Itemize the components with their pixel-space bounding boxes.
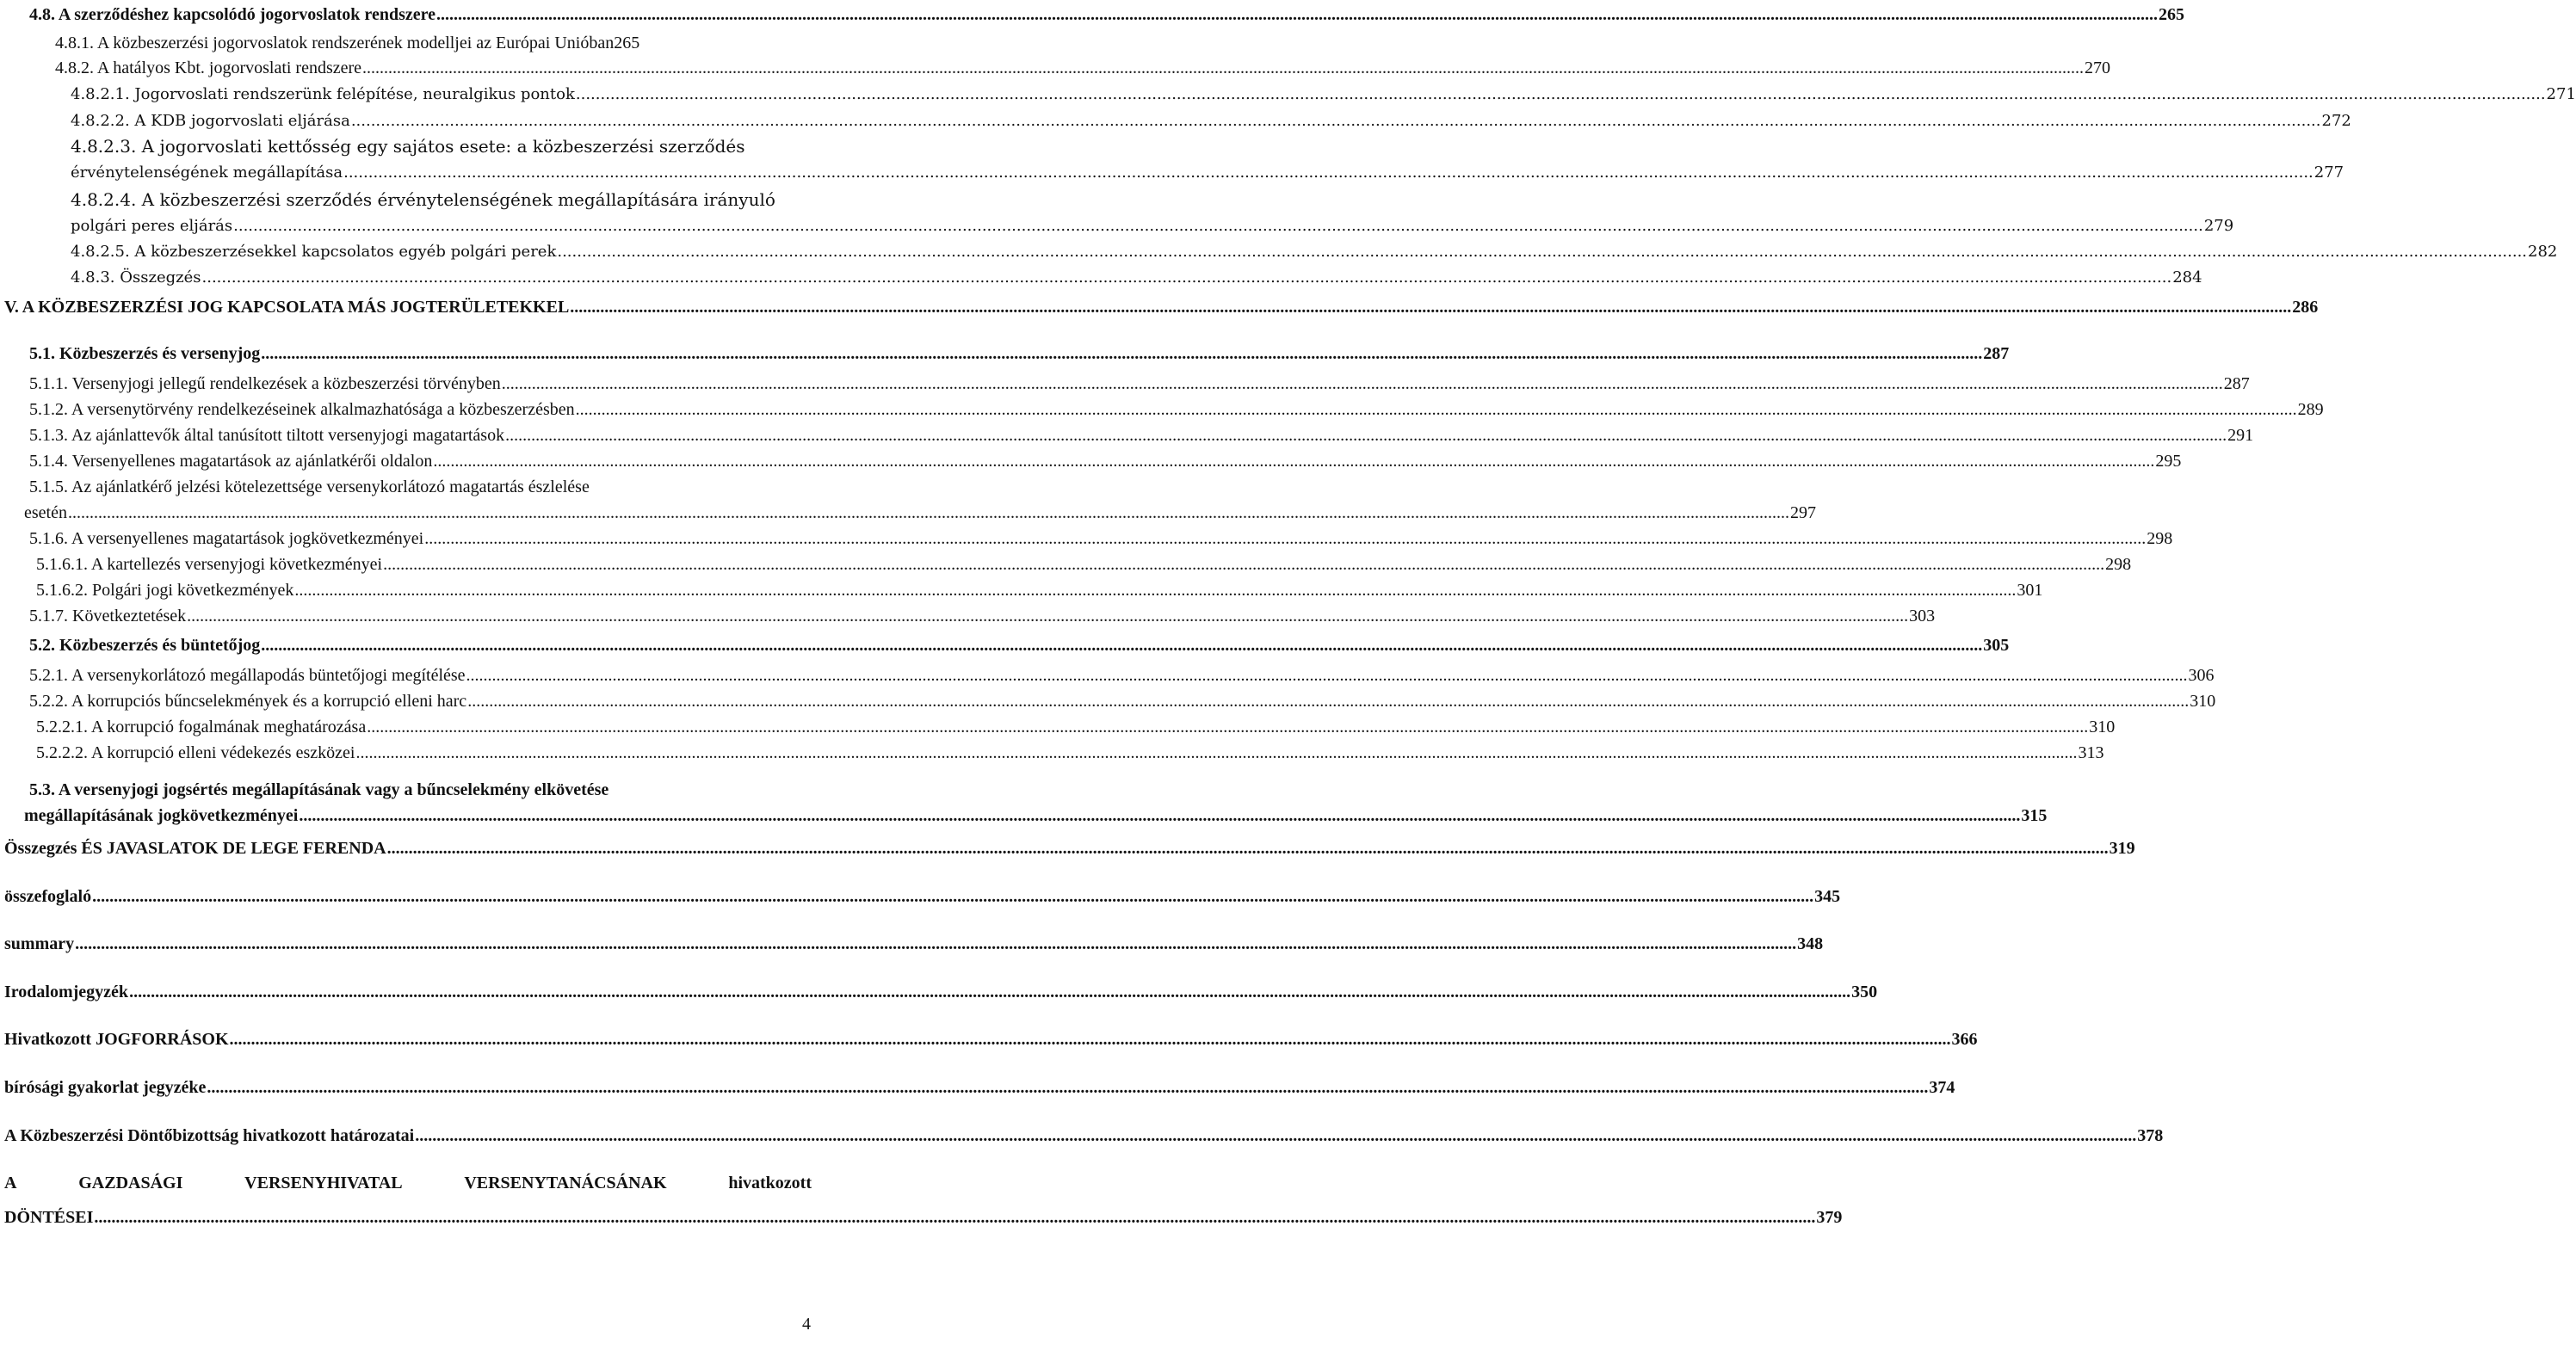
toc-dot-leader: ................................................................................................................................................................................................................................................................................................................................................................................................................ bbox=[436, 5, 2159, 24]
toc-dot-leader: ................................................................................................................................................................................................................................................................................................................................................................................................................ bbox=[501, 374, 2223, 393]
toc-entry-page: 298 bbox=[2147, 529, 2173, 548]
toc-dot-leader: ................................................................................................................................................................................................................................................................................................................................................................................................................ bbox=[433, 452, 2155, 471]
toc-entry[interactable] bbox=[29, 343, 2010, 365]
toc-entry-title: Összegzés ÉS JAVASLATOK DE LEGE FERENDA bbox=[4, 839, 386, 858]
toc-entry-title: 5.1.7. Következtetések bbox=[29, 607, 187, 625]
toc-dot-leader: ................................................................................................................................................................................................................................................................................................................................................................................................................ bbox=[350, 112, 2321, 130]
toc-entry-page: 319 bbox=[2109, 839, 2135, 858]
toc-dot-leader: ................................................................................................................................................................................................................................................................................................................................................................................................................ bbox=[386, 839, 2109, 858]
toc-entry-page: 379 bbox=[1816, 1208, 1843, 1227]
toc-word: VERSENYTANÁCSÁNAK bbox=[464, 1174, 667, 1192]
toc-entry-page: 305 bbox=[1983, 636, 2010, 655]
toc-dot-leader: ................................................................................................................................................................................................................................................................................................................................................................................................................ bbox=[362, 59, 2085, 77]
toc-dot-leader: ................................................................................................................................................................................................................................................................................................................................................................................................................ bbox=[294, 581, 2017, 600]
toc-entry[interactable] bbox=[36, 554, 2132, 576]
toc-entry-page: 291 bbox=[2227, 426, 2254, 445]
toc-entry[interactable] bbox=[4, 838, 2135, 860]
toc-entry-page: 378 bbox=[2137, 1126, 2164, 1145]
toc-entry[interactable] bbox=[36, 580, 2043, 601]
toc-dot-leader: ................................................................................................................................................................................................................................................................................................................................................................................................................ bbox=[367, 718, 2089, 736]
toc-entry[interactable] bbox=[71, 162, 2344, 183]
toc-entry[interactable] bbox=[29, 691, 2216, 712]
toc-entry[interactable] bbox=[4, 1029, 1978, 1051]
toc-entry[interactable] bbox=[4, 934, 1824, 955]
toc-entry-page: 297 bbox=[1789, 503, 1816, 522]
toc-entry[interactable] bbox=[55, 58, 2111, 79]
toc-entry-title: 5.2.2.1. A korrupció fogalmának meghatározása bbox=[36, 718, 367, 736]
toc-entry[interactable] bbox=[29, 451, 2182, 472]
toc-entry-page: 295 bbox=[2155, 452, 2182, 471]
toc-dot-leader: ................................................................................................................................................................................................................................................................................................................................................................................................................ bbox=[129, 983, 1851, 1001]
toc-entry-title: 4.8. A szerződéshez kapcsolódó jogorvoslatok rendszere bbox=[29, 5, 436, 24]
toc-entry-first-line: 4.8.2.3. A jogorvoslati kettősség egy sajátos esete: a közbeszerzési szerződés bbox=[71, 136, 745, 157]
toc-entry-title: 5.2.2.2. A korrupció elleni védekezés eszközei bbox=[36, 743, 355, 762]
toc-entry-page: 279 bbox=[2203, 217, 2234, 235]
toc-entry-first-line: 5.1.5. Az ajánlatkérő jelzési kötelezettsége versenykorlátozó magatartás észlelése bbox=[29, 478, 590, 496]
toc-entry-title: érvénytelenségének megállapítása bbox=[71, 163, 343, 182]
toc-dot-leader: ................................................................................................................................................................................................................................................................................................................................................................................................................ bbox=[261, 344, 1983, 363]
toc-entry[interactable] bbox=[29, 425, 2254, 447]
toc-entry-first-line: 4.8.2.4. A közbeszerzési szerződés érvénytelenségének megállapítására irányuló bbox=[71, 189, 775, 210]
toc-entry[interactable] bbox=[4, 1077, 1955, 1099]
toc-entry-title: 4.8.2.1. Jogorvoslati rendszerünk felépítése, neuralgikus pontok bbox=[71, 85, 575, 103]
toc-entry[interactable] bbox=[29, 4, 2185, 26]
toc-entry[interactable] bbox=[71, 83, 2576, 105]
toc-entry-page: 287 bbox=[1983, 344, 2010, 363]
toc-dot-leader: ................................................................................................................................................................................................................................................................................................................................................................................................................ bbox=[207, 1078, 1929, 1097]
toc-entry-page: 366 bbox=[1951, 1030, 1978, 1049]
toc-entry-title: esetén bbox=[24, 503, 67, 522]
toc-entry-title: 5.1.1. Versenyjogi jellegű rendelkezések a közbeszerzési törvényben bbox=[29, 374, 501, 393]
toc-entry-title: 4.8.2.5. A közbeszerzésekkel kapcsolatos egyéb polgári perek bbox=[71, 243, 557, 261]
toc-entry-page: 265 bbox=[2159, 5, 2185, 24]
toc-entry[interactable] bbox=[29, 528, 2173, 550]
toc-entry-title: 5.1.6.2. Polgári jogi következmények bbox=[36, 581, 294, 600]
toc-entry-title: 5.1.2. A versenytörvény rendelkezéseinek alkalmazhatósága a közbeszerzésben bbox=[29, 400, 575, 419]
toc-entry-title: Irodalomjegyzék bbox=[4, 983, 129, 1001]
toc-entry-title: 5.2.2. A korrupciós bűncselekmények és a korrupció elleni harc bbox=[29, 692, 467, 711]
toc-entry-title: summary bbox=[4, 934, 75, 953]
toc-word: GAZDASÁGI bbox=[78, 1174, 183, 1192]
toc-entry[interactable] bbox=[29, 606, 1936, 627]
page-number: 4 bbox=[802, 1315, 811, 1334]
toc-entry-title: 4.8.1. A közbeszerzési jogorvoslatok rendszerének modelljei az Európai Unióban bbox=[55, 34, 615, 52]
toc-dot-leader: ................................................................................................................................................................................................................................................................................................................................................................................................................ bbox=[415, 1126, 2137, 1145]
toc-entry-title: 4.8.2. A hatályos Kbt. jogorvoslati rendszere bbox=[55, 59, 362, 77]
toc-entry-title: 5.2.1. A versenykorlátozó megállapodás büntetőjogi megítélése bbox=[29, 666, 466, 685]
toc-entry-title: V. A KÖZBESZERZÉSI JOG KAPCSOLATA MÁS JOGTERÜLETEKKEL bbox=[4, 298, 570, 317]
toc-dot-leader: ................................................................................................................................................................................................................................................................................................................................................................................................................ bbox=[557, 243, 2528, 261]
toc-dot-leader: ................................................................................................................................................................................................................................................................................................................................................................................................................ bbox=[75, 934, 1797, 953]
toc-entry-page: 303 bbox=[1909, 607, 1936, 625]
toc-dot-leader: ................................................................................................................................................................................................................................................................................................................................................................................................................ bbox=[261, 636, 1983, 655]
toc-entry-title: DÖNTÉSEI bbox=[4, 1208, 94, 1227]
toc-entry-first-line bbox=[4, 1173, 812, 1194]
toc-entry-title: összefoglaló bbox=[4, 887, 92, 906]
toc-dot-leader: ................................................................................................................................................................................................................................................................................................................................................................................................................ bbox=[67, 503, 1789, 522]
toc-entry-page: 350 bbox=[1851, 983, 1878, 1001]
toc-entry[interactable] bbox=[71, 215, 2234, 237]
toc-dot-leader: ................................................................................................................................................................................................................................................................................................................................................................................................................ bbox=[92, 887, 1814, 906]
toc-entry-page: 315 bbox=[2021, 806, 2048, 825]
toc-entry[interactable] bbox=[29, 665, 2215, 687]
toc-dot-leader: ................................................................................................................................................................................................................................................................................................................................................................................................................ bbox=[424, 529, 2147, 548]
toc-entry-title: 5.2. Közbeszerzés és büntetőjog bbox=[29, 636, 261, 655]
toc-word: A bbox=[4, 1174, 17, 1192]
toc-dot-leader: ................................................................................................................................................................................................................................................................................................................................................................................................................ bbox=[299, 806, 2021, 825]
toc-dot-leader: ................................................................................................................................................................................................................................................................................................................................................................................................................ bbox=[575, 85, 2546, 103]
toc-entry-page: 270 bbox=[2085, 59, 2111, 77]
toc-entry-page: 289 bbox=[2297, 400, 2324, 419]
toc-entry[interactable] bbox=[55, 33, 812, 54]
toc-entry[interactable] bbox=[29, 635, 2010, 656]
toc-entry-page: 301 bbox=[2017, 581, 2043, 600]
toc-dot-leader: ................................................................................................................................................................................................................................................................................................................................................................................................................ bbox=[233, 217, 2203, 235]
toc-entry-title: 4.8.2.2. A KDB jogorvoslati eljárása bbox=[71, 112, 350, 130]
toc-entry-title: polgári peres eljárás bbox=[71, 217, 233, 235]
toc-entry-title: 5.1. Közbeszerzés és versenyjog bbox=[29, 344, 261, 363]
toc-entry[interactable] bbox=[4, 297, 2319, 318]
toc-entry-page: 284 bbox=[2172, 268, 2202, 287]
toc-entry-page: 272 bbox=[2321, 112, 2351, 130]
toc-entry[interactable] bbox=[4, 886, 1841, 908]
toc-entry[interactable] bbox=[71, 241, 2558, 262]
toc-entry-title: 4.8.3. Összegzés bbox=[71, 268, 201, 287]
toc-entry-page: 374 bbox=[1929, 1078, 1955, 1097]
toc-entry[interactable] bbox=[71, 267, 2202, 288]
toc-dot-leader: ................................................................................................................................................................................................................................................................................................................................................................................................................ bbox=[355, 743, 2078, 762]
toc-dot-leader: ................................................................................................................................................................................................................................................................................................................................................................................................................ bbox=[94, 1208, 1816, 1227]
toc-dot-leader: ................................................................................................................................................................................................................................................................................................................................................................................................................ bbox=[383, 555, 2105, 574]
toc-entry[interactable] bbox=[36, 717, 2116, 738]
toc-dot-leader: ................................................................................................................................................................................................................................................................................................................................................................................................................ bbox=[570, 298, 2292, 317]
toc-entry-title: bírósági gyakorlat jegyzéke bbox=[4, 1078, 207, 1097]
toc-entry-page: 345 bbox=[1814, 887, 1841, 906]
toc-entry-page: 265 bbox=[614, 34, 640, 52]
toc-entry-title: A Közbeszerzési Döntőbizottság hivatkozott határozatai bbox=[4, 1126, 415, 1145]
toc-entry-page: 313 bbox=[2078, 743, 2104, 762]
toc-entry-page: 306 bbox=[2188, 666, 2215, 685]
toc-entry[interactable] bbox=[29, 399, 2324, 421]
toc-entry-title: 5.1.6.1. A kartellezés versenyjogi következményei bbox=[36, 555, 383, 574]
toc-word: VERSENYHIVATAL bbox=[244, 1174, 403, 1192]
toc-entry-title: 5.1.4. Versenyellenes magatartások az ajánlatkérői oldalon bbox=[29, 452, 433, 471]
toc-entry-page: 286 bbox=[2292, 298, 2319, 317]
toc-entry-title: 5.1.6. A versenyellenes magatartások jogkövetkezményei bbox=[29, 529, 424, 548]
toc-dot-leader: ................................................................................................................................................................................................................................................................................................................................................................................................................ bbox=[575, 400, 2297, 419]
toc-entry[interactable] bbox=[4, 982, 1878, 1003]
toc-entry-first-line: 5.3. A versenyjogi jogsértés megállapításának vagy a bűncselekmény elkövetése bbox=[29, 780, 609, 799]
toc-entry-page: 348 bbox=[1797, 934, 1824, 953]
toc-entry-title: megállapításának jogkövetkezményei bbox=[24, 806, 299, 825]
toc-entry-page: 277 bbox=[2313, 163, 2344, 182]
toc-entry[interactable] bbox=[36, 743, 2104, 764]
toc-word: hivatkozott bbox=[728, 1174, 812, 1192]
toc-dot-leader: ................................................................................................................................................................................................................................................................................................................................................................................................................ bbox=[466, 666, 2188, 685]
toc-dot-leader: ................................................................................................................................................................................................................................................................................................................................................................................................................ bbox=[505, 426, 2227, 445]
toc-dot-leader: ................................................................................................................................................................................................................................................................................................................................................................................................................ bbox=[343, 163, 2313, 182]
toc-entry[interactable] bbox=[24, 805, 2048, 827]
toc-entry[interactable] bbox=[4, 1207, 1843, 1229]
toc-dot-leader: ................................................................................................................................................................................................................................................................................................................................................................................................................ bbox=[467, 692, 2190, 711]
toc-entry[interactable] bbox=[71, 110, 2351, 132]
toc-entry[interactable] bbox=[24, 502, 1816, 524]
toc-entry-page: 282 bbox=[2528, 243, 2558, 261]
toc-entry[interactable] bbox=[29, 373, 2250, 395]
toc-entry-page: 310 bbox=[2190, 692, 2216, 711]
toc-entry-title: 5.1.3. Az ajánlattevők által tanúsított tiltott versenyjogi magatartások bbox=[29, 426, 505, 445]
toc-entry-page: 287 bbox=[2223, 374, 2250, 393]
toc-dot-leader: ................................................................................................................................................................................................................................................................................................................................................................................................................ bbox=[187, 607, 1909, 625]
toc-entry[interactable] bbox=[4, 1125, 2164, 1147]
toc-entry-page: 271 bbox=[2546, 85, 2576, 103]
toc-dot-leader: ................................................................................................................................................................................................................................................................................................................................................................................................................ bbox=[201, 268, 2172, 287]
toc-dot-leader: ................................................................................................................................................................................................................................................................................................................................................................................................................ bbox=[229, 1030, 1951, 1049]
toc-entry-title: Hivatkozott JOGFORRÁSOK bbox=[4, 1030, 229, 1049]
toc-entry-page: 298 bbox=[2105, 555, 2132, 574]
toc-entry-page: 310 bbox=[2089, 718, 2116, 736]
